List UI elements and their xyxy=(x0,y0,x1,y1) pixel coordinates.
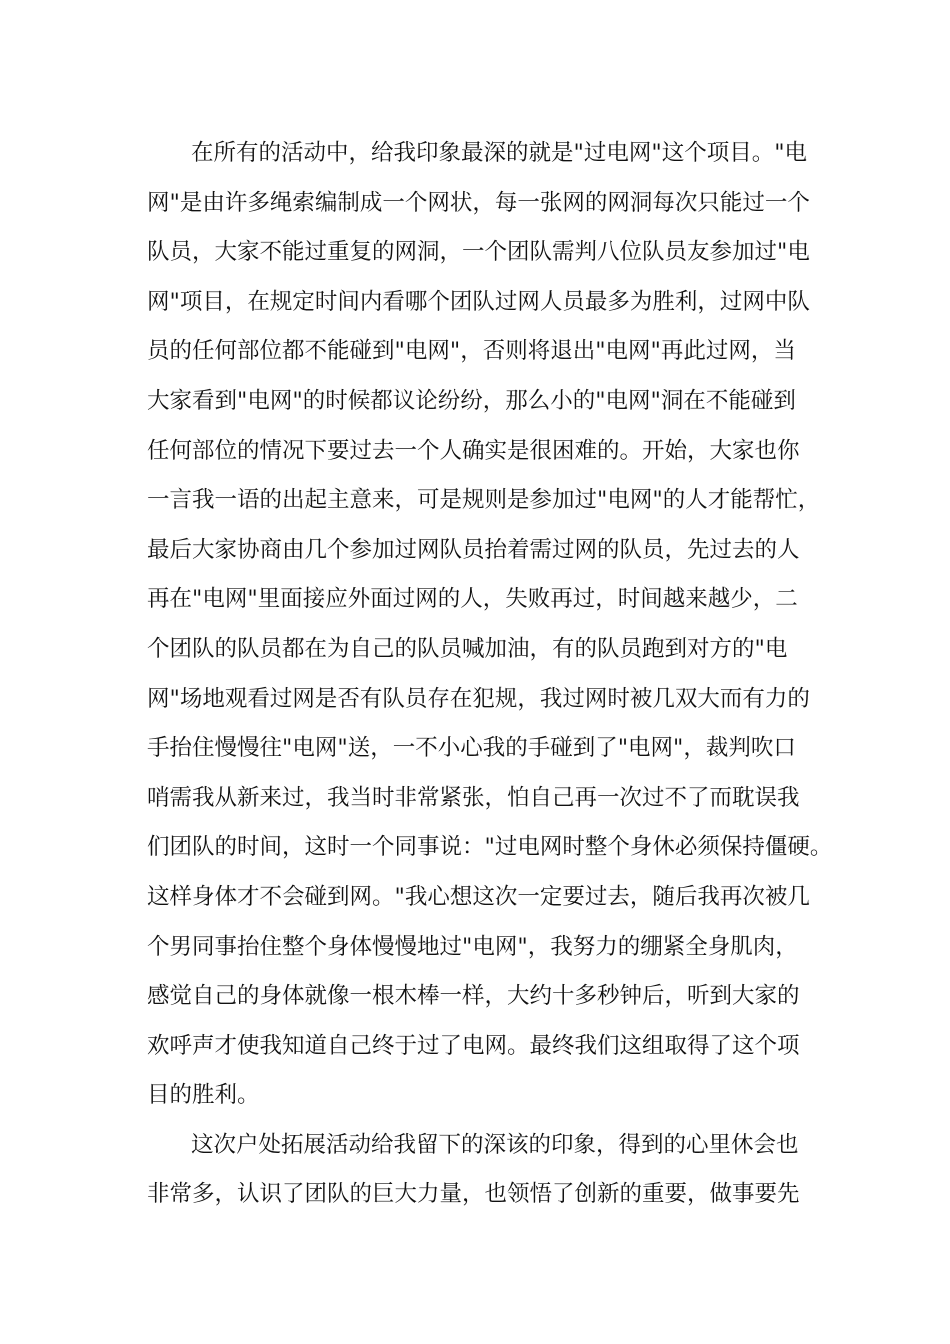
text-line: 最后大家协商由几个参加过网队员抬着需过网的队员，先过去的人 xyxy=(147,536,800,563)
text-line: 再在"电网"里面接应外面过网的人，失败再过，时间越来越少，二 xyxy=(147,586,798,613)
text-line: 个团队的队员都在为自己的队员喊加油，有的队员跑到对方的"电 xyxy=(147,635,788,662)
text-line: 队员，大家不能过重复的网洞，一个团队需判八位队员友参加过"电 xyxy=(147,239,810,266)
paragraph-2 xyxy=(147,1121,817,1220)
text-line: 大家看到"电网"的时候都议论纷纷，那么小的"电网"洞在不能碰到 xyxy=(147,387,796,414)
text-line: 欢呼声才使我知道自己终于过了电网。最终我们这组取得了这个项 xyxy=(147,1032,800,1059)
text-line: 非常多，认识了团队的巨大力量，也领悟了创新的重要，做事要先 xyxy=(147,1181,800,1208)
text-line: 任何部位的情况下要过去一个人确实是很困难的。开始，大家也你 xyxy=(147,437,800,464)
text-line: 目的胜利。 xyxy=(147,1082,260,1109)
text-line: 员的任何部位都不能碰到"电网"，否则将退出"电网"再此过网，当 xyxy=(147,338,796,365)
text-line: 这次户处拓展活动给我留下的深该的印象，得到的心里休会也 xyxy=(191,1131,799,1158)
paragraph-1 xyxy=(147,129,833,1121)
text-line: 个男同事抬住整个身体慢慢地过"电网"，我努力的绷紧全身肌肉， xyxy=(147,933,798,960)
text-line: 这样身体才不会碰到网。"我心想这次一定要过去，随后我再次被几 xyxy=(147,883,810,910)
text-line: 网"项目，在规定时间内看哪个团队过网人员最多为胜利，过网中队 xyxy=(147,288,810,315)
text-line: 网"是由许多绳索编制成一个网状，每一张网的网洞每次只能过一个 xyxy=(147,189,810,216)
text-line: 们团队的时间，这时一个同事说："过电网时整个身休必须保持僵硬。 xyxy=(147,834,833,861)
document-body xyxy=(147,129,833,1220)
text-line: 哨需我从新来过，我当时非常紧张，怕自己再一次过不了而耽误我 xyxy=(147,784,800,811)
text-line: 手抬住慢慢往"电网"送，一不小心我的手碰到了"电网"，裁判吹口 xyxy=(147,735,796,762)
text-line: 在所有的活动中，给我印象最深的就是"过电网"这个项目。"电 xyxy=(191,140,808,166)
text-line: 感觉自己的身体就像一根木棒一样，大约十多秒钟后，听到大家的 xyxy=(147,983,800,1010)
text-line: 一言我一语的出起主意来，可是规则是参加过"电网"的人才能帮忙， xyxy=(147,487,821,514)
text-line: 网"场地观看过网是否有队员存在犯规，我过网时被几双大而有力的 xyxy=(147,685,810,712)
